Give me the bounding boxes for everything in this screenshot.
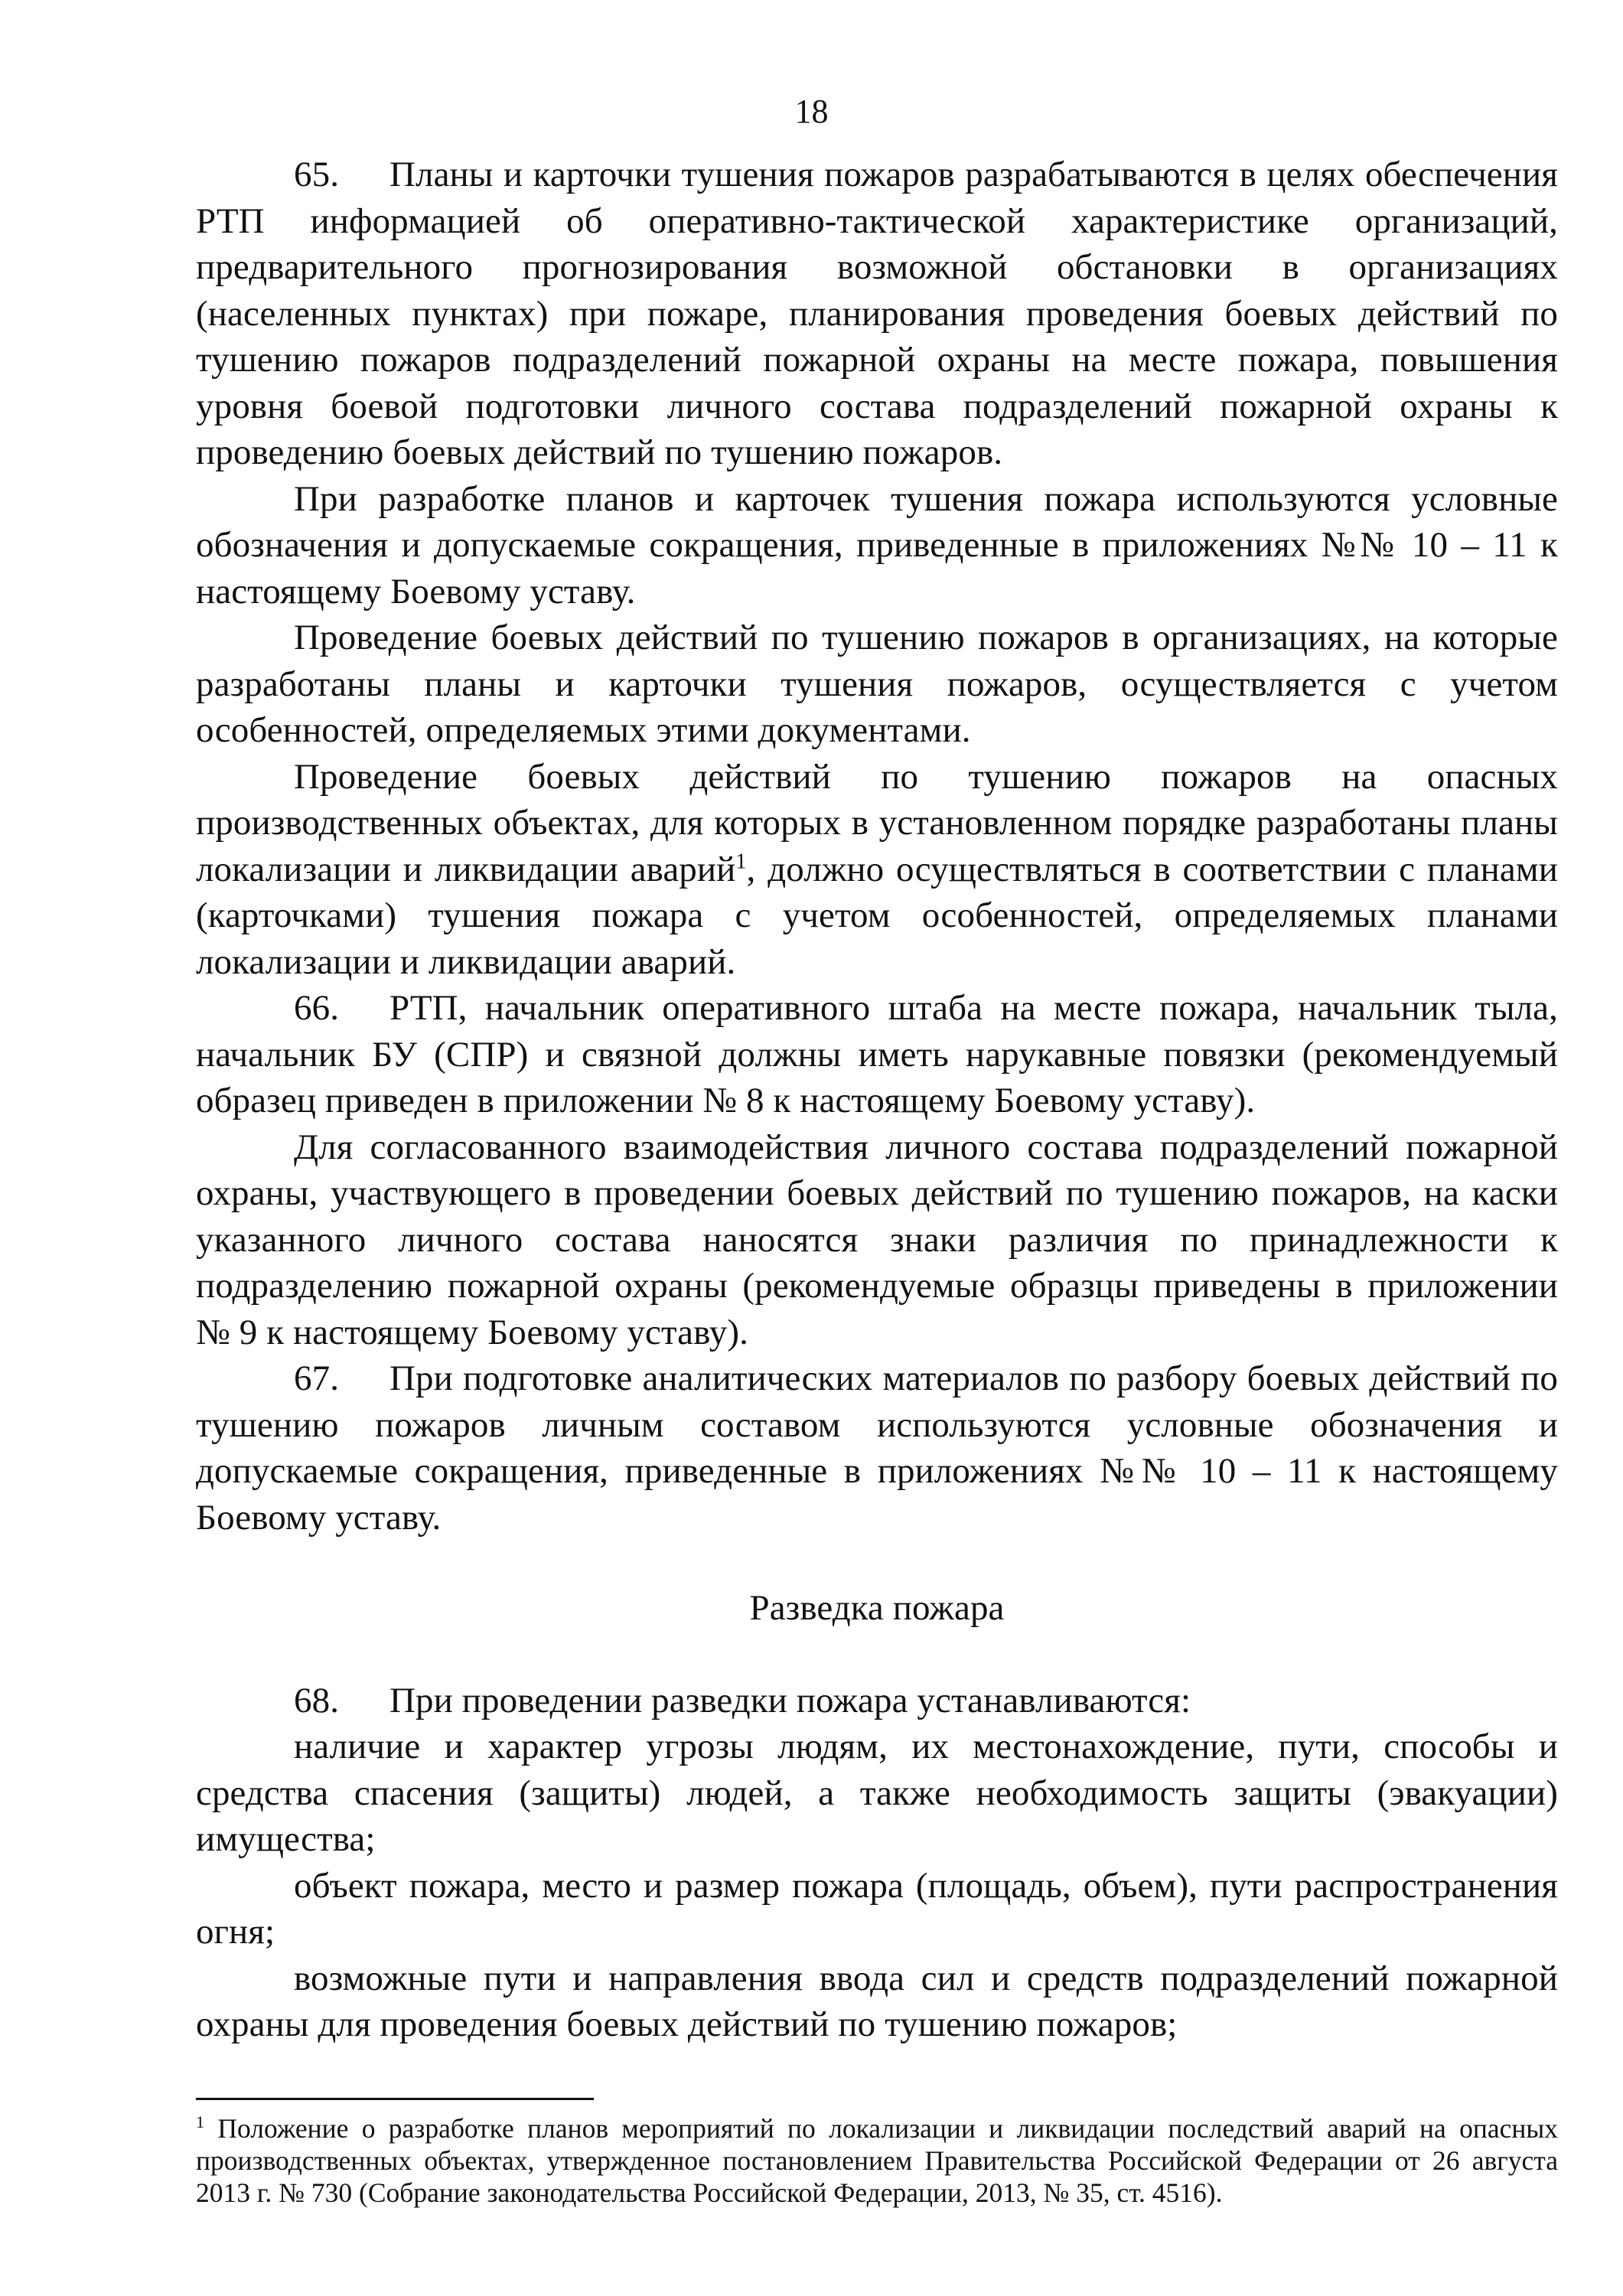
paragraph-text: При проведении разведки пожара устанавливаются: — [389, 1680, 1191, 1720]
paragraph-66 — [196, 985, 1558, 1124]
paragraph-number: 68. — [294, 1680, 340, 1720]
document-body — [196, 152, 1558, 2048]
section-heading: Разведка пожара — [749, 1588, 1005, 1628]
page-number: 18 — [794, 93, 829, 130]
paragraph-number: 66. — [294, 988, 340, 1028]
footnote-divider — [196, 2098, 594, 2100]
footnote-text-block — [196, 2112, 1558, 2209]
paragraph-text: Для согласованного взаимодействия личного состава подразделений пожарной охраны, участвующего в проведении боевых действий по тушению пожаров, на каски указанного личного состава наносятся знаки различия по принадлежности к подразделению пожарной охраны (рекомендуемые образцы приведены в приложении № 9 к настоящему Боевому уставу). — [196, 1127, 1558, 1352]
paragraph-text: возможные пути и направления ввода сил и средств подразделений пожарной охраны для проведения боевых действий по тушению пожаров; — [196, 1958, 1558, 2044]
footnote-marker: 1 — [196, 2112, 204, 2132]
paragraph-text: наличие и характер угрозы людям, их местонахождение, пути, способы и средства спасения (защиты) людей, а также необходимость защиты (эвакуации) имущества; — [196, 1727, 1558, 1859]
list-item-fire-object — [196, 1863, 1558, 1955]
paragraph-text: При подготовке аналитических материалов по разбору боевых действий по тушению пожаров личным составом используются условные обозначения и допускаемые сокращения, приведенные в приложениях №№ 10 – 11 к настоящему Боевому уставу. — [196, 1358, 1558, 1538]
paragraph-65-plans-symbols — [196, 476, 1558, 615]
list-item-entry-paths — [196, 1955, 1558, 2048]
footnote — [196, 2112, 1558, 2209]
paragraph-number: 67. — [294, 1358, 340, 1398]
paragraph-66-helmets — [196, 1124, 1558, 1356]
paragraph-text: При разработке планов и карточек тушения пожара используются условные обозначения и допускаемые сокращения, приведенные в приложениях №№ 10 – 11 к настоящему Боевому уставу. — [196, 478, 1558, 612]
paragraph-67 — [196, 1355, 1558, 1541]
paragraph-text: Планы и карточки тушения пожаров разрабатываются в целях обеспечения РТП информацией об оперативно-тактической характеристике организаций, предварительного прогнозирования возможной обстановки в организациях (населенных пунктах) при пожаре, планирования проведения боевых действий по тушению пожаров подразделений пожарной охраны на месте пожара, повышения уровня боевой подготовки личного состава подразделений пожарной охраны к проведению боевых действий по тушению пожаров. — [196, 155, 1558, 472]
paragraph-text: объект пожара, место и размер пожара (площадь, объем), пути распространения огня; — [196, 1865, 1558, 1952]
paragraph-text: РТП, начальник оперативного штаба на месте пожара, начальник тыла, начальник БУ (СПР) и связной должны иметь нарукавные повязки (рекомендуемый образец приведен в приложении № 8 к настоящему Боевому уставу). — [196, 988, 1558, 1120]
footnote-reference[interactable]: 1 — [735, 849, 747, 873]
paragraph-text: Проведение боевых действий по тушению пожаров на опасных производственных объектах, для которых в установленном порядке разработаны планы локализации и ликвидации аварий — [196, 756, 1558, 889]
paragraph-65-hazardous-objects — [196, 754, 1558, 986]
paragraph-text: , должно осуществляться в соответствии с планами (карточками) тушения пожара с учетом особенностей, определяемых планами локализации и ликвидации аварий. — [196, 849, 1558, 982]
paragraph-text: Проведение боевых действий по тушению пожаров в организациях, на которые разработаны планы и карточки тушения пожаров, осуществляется с учетом особенностей, определяемых этими документами. — [196, 618, 1558, 750]
paragraph-number: 65. — [294, 155, 340, 194]
paragraph-65 — [196, 152, 1558, 476]
paragraph-65-organizations — [196, 615, 1558, 754]
list-item-threat — [196, 1724, 1558, 1863]
paragraph-68 — [196, 1678, 1558, 1724]
footnote-text: Положение о разработке планов мероприятий по локализации и ликвидации последствий аварий на опасных производственных объектах, утвержденное постановлением Правительства Российской Федерации от 26 августа 2013 г. № 730 (Собрание законодательства Российской Федерации, 2013, № 35, ст. 4516). — [196, 2113, 1558, 2208]
